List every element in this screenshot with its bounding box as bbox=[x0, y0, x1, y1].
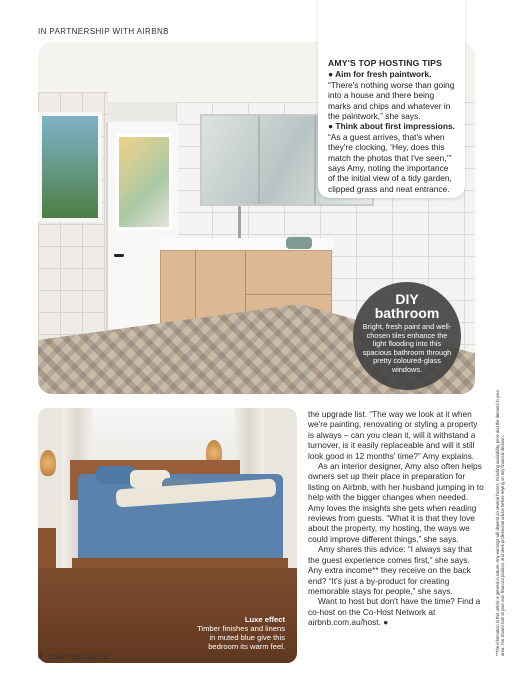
partnership-header: IN PARTNERSHIP WITH AIRBNB bbox=[38, 27, 169, 36]
caption-title: Luxe effect bbox=[244, 615, 285, 624]
stained-glass-window bbox=[38, 112, 102, 222]
article-body bbox=[308, 409, 484, 628]
tip1-text: “There's nothing worse than going into a house and there being marks and chips and whatever in the paintwork,” she says. bbox=[328, 79, 455, 122]
bedroom-photo bbox=[38, 408, 297, 663]
hosting-tips-box bbox=[318, 0, 465, 198]
bedroom-caption bbox=[193, 615, 285, 651]
tap-icon bbox=[238, 206, 241, 240]
footer-site: bunnings.com.au bbox=[48, 652, 110, 661]
body-paragraph: the upgrade list. “The way we look at it when we're painting, renovating or styling a property is always – can you clean it, will it withstand a turnover, is it easily replaceable and will it still look good in 12 months' time?” Amy explains. bbox=[308, 409, 478, 461]
diy-title-line1: DIY bbox=[395, 291, 419, 307]
tip1-heading: ● Aim for fresh paintwork. bbox=[328, 69, 432, 80]
door-handle-icon bbox=[114, 254, 124, 257]
caption-text: Timber finishes and linens in muted blue give this bedroom its warm feel. bbox=[197, 624, 285, 651]
diy-bathroom-badge bbox=[353, 282, 461, 390]
page-footer bbox=[38, 652, 110, 661]
body-paragraph: As an interior designer, Amy also often helps owners set up their place in preparation for listing on Airbnb, with her husband jumping in to help with the bigger changes when needed. Amy loves the insights she gets when reading reviews from guests. “What it is that they love about the property, my hosting, the ways we could improve different things,” she says. bbox=[308, 461, 484, 544]
tip2-text: “As a guest arrives, that's when they're clocking, ‘Hey, does this match the photos that I've seen,’” says Amy, noting the importance of the initial view of a tidy garden, clipped grass and neat entrance. bbox=[328, 131, 452, 194]
tips-title: AMY'S TOP HOSTING TIPS bbox=[328, 58, 443, 68]
body-paragraph: Want to host but don't have the time? Find a co-host on the Co-Host Network at airbnb.com.au/host. ● bbox=[308, 596, 481, 628]
pendant-lamp-icon bbox=[40, 450, 56, 476]
body-paragraph: Amy shares this advice: “I always say that the guest experience comes first,” she says. Any extra income** they receive on the back end? “It's just a by-product for creating memorable stays for people,” she says. bbox=[308, 544, 473, 596]
diy-description: Bright, fresh paint and well-chosen tiles enhance the light flooding into this spacious bathroom through pretty coloured-glass windows. bbox=[362, 322, 452, 374]
diy-title-line2: bathroom bbox=[374, 305, 440, 321]
legal-disclaimer: **The information in this article is general in nature. Any earnings will depend on several factors, including availability, price and the demand in your area. You should look at your own financial position, and seek professional advice before relying on any financial decision. bbox=[495, 390, 505, 656]
page-number: 6 bbox=[38, 652, 43, 661]
tip2-heading: ● Think about first impressions. bbox=[328, 121, 455, 132]
